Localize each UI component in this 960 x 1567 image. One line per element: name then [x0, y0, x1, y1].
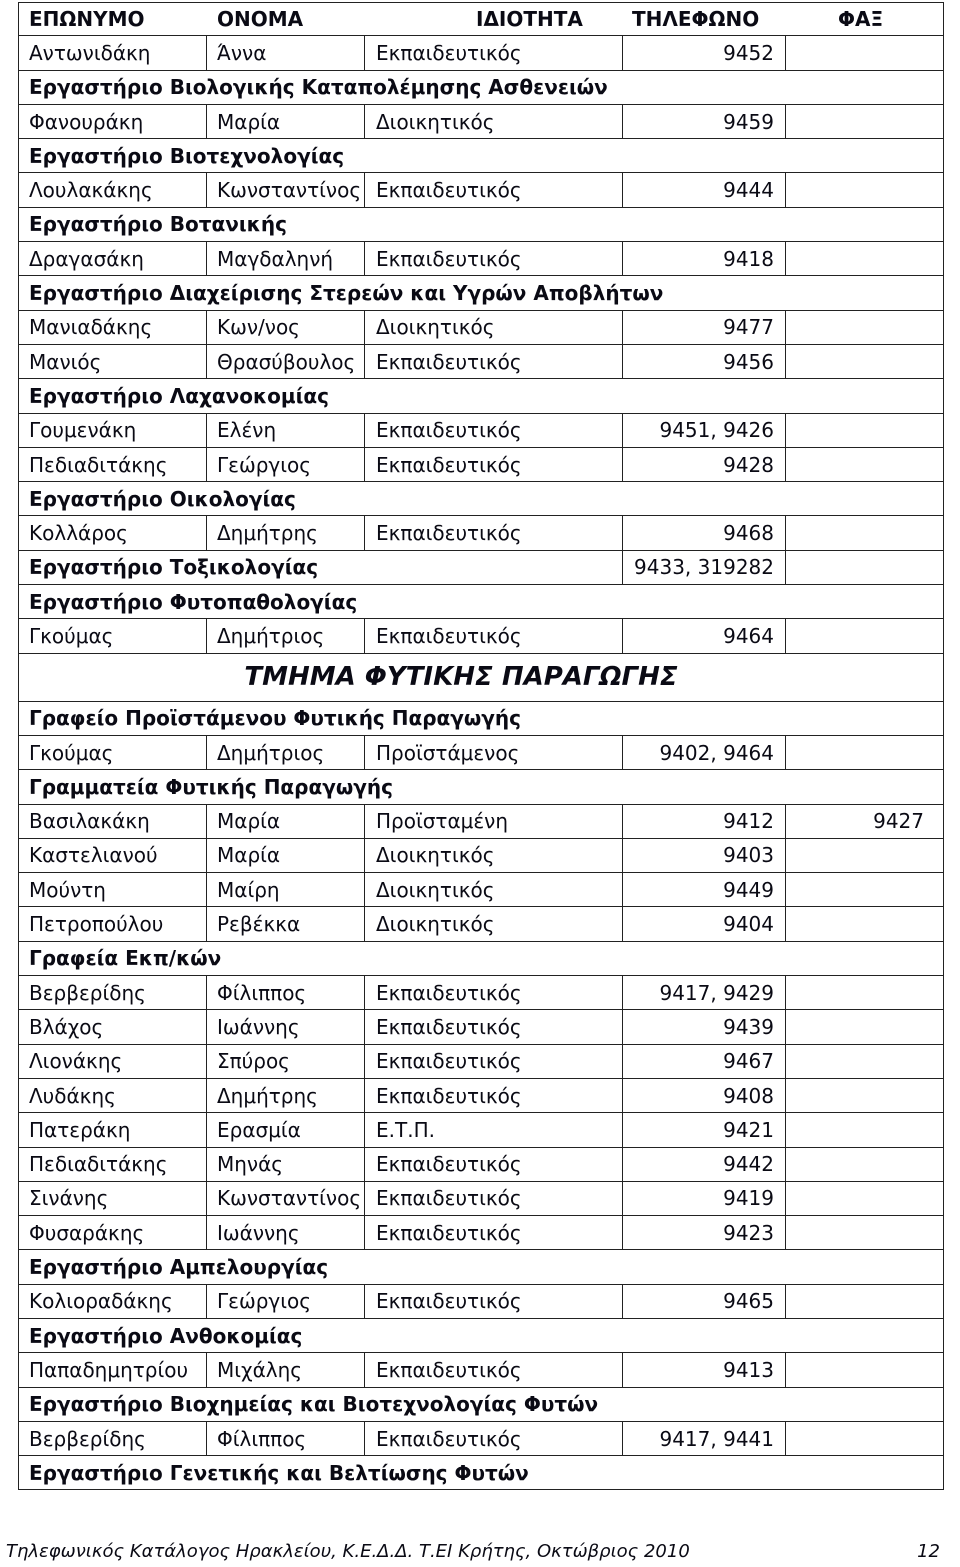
table-row	[18, 839, 944, 873]
table-row	[18, 345, 944, 379]
section-row	[18, 1250, 944, 1284]
surname-cell: Πεδιαδιτάκης	[29, 1152, 168, 1177]
phone-cell: 9417, 9429	[659, 980, 774, 1005]
table-row	[18, 1285, 944, 1319]
role-cell: Εκπαιδευτικός	[376, 452, 522, 477]
name-cell: Άννα	[217, 40, 267, 65]
header-property: ΙΔΙΟΤΗΤΑ	[476, 7, 583, 32]
name-cell: Δημήτριος	[217, 740, 325, 765]
section-title: Εργαστήριο Βιολογικής Καταπολέμησης Ασθενειών	[29, 75, 608, 100]
surname-cell: Λυδάκης	[29, 1083, 116, 1108]
section-title: Εργαστήριο Φυτοπαθολογίας	[29, 589, 358, 614]
section-title: Εργαστήριο Οικολογίας	[29, 486, 296, 511]
role-cell: Εκπαιδευτικός	[376, 349, 522, 374]
name-cell: Ιωάννης	[217, 1220, 300, 1245]
phone-cell: 9421	[723, 1117, 774, 1142]
phone-cell: 9467	[723, 1049, 774, 1074]
role-cell: Εκπαιδευτικός	[376, 1289, 522, 1314]
table-row	[18, 1182, 944, 1216]
surname-cell: Μανιαδάκης	[29, 315, 153, 340]
section-row	[18, 1456, 944, 1490]
role-cell: Διοικητικός	[376, 109, 495, 134]
role-cell: Εκπαιδευτικός	[376, 1049, 522, 1074]
phone-cell: 9404	[723, 912, 774, 937]
name-cell: Ερασμία	[217, 1117, 301, 1142]
role-cell: Εκπαιδευτικός	[376, 40, 522, 65]
phone-cell: 9418	[723, 246, 774, 271]
header-fax: ΦΑΞ	[838, 7, 884, 32]
section-title: Εργαστήριο Διαχείρισης Στερεών και Υγρών Αποβλήτων	[29, 281, 664, 306]
section-row	[18, 208, 944, 242]
role-cell: Εκπαιδευτικός	[376, 1357, 522, 1382]
section-title: Εργαστήριο Λαχανοκομίας	[29, 383, 330, 408]
section-row	[18, 551, 944, 585]
surname-cell: Φυσαράκης	[29, 1220, 145, 1245]
role-cell: Εκπαιδευτικός	[376, 980, 522, 1005]
surname-cell: Πετροπούλου	[29, 912, 164, 937]
name-cell: Φίλιππος	[217, 1426, 307, 1451]
section-title: Γραμματεία Φυτικής Παραγωγής	[29, 774, 393, 799]
table-row	[18, 173, 944, 207]
table-body	[18, 36, 944, 1490]
role-cell: Εκπαιδευτικός	[376, 521, 522, 546]
section-title: Εργαστήριο Τοξικολογίας	[29, 555, 319, 580]
name-cell: Μαγδαληνή	[217, 246, 334, 271]
name-cell: Μηνάς	[217, 1152, 284, 1177]
phone-cell: 9452	[723, 40, 774, 65]
phone-cell: 9442	[723, 1152, 774, 1177]
section-title: Γραφεία Εκπ/κών	[29, 946, 222, 971]
phone-cell: 9444	[723, 178, 774, 203]
phone-cell: 9449	[723, 877, 774, 902]
name-cell: Δημήτρης	[217, 1083, 318, 1108]
table-row	[18, 1079, 944, 1113]
name-cell: Γεώργιος	[217, 1289, 311, 1314]
table-row	[18, 907, 944, 941]
surname-cell: Φανουράκη	[29, 109, 144, 134]
table-row	[18, 1113, 944, 1147]
phone-cell: 9468	[723, 521, 774, 546]
table-row	[18, 619, 944, 653]
phone-cell: 9408	[723, 1083, 774, 1108]
surname-cell: Βερβερίδης	[29, 980, 146, 1005]
phone-cell: 9417, 9441	[659, 1426, 774, 1451]
section-row	[18, 379, 944, 413]
role-cell: Εκπαιδευτικός	[376, 1014, 522, 1039]
name-cell: Ελένη	[217, 418, 277, 443]
page-number: 12	[917, 1541, 940, 1562]
section-title: Εργαστήριο Ανθοκομίας	[29, 1323, 303, 1348]
role-cell: Προϊστάμενος	[376, 740, 520, 765]
name-cell: Σπύρος	[217, 1049, 290, 1074]
section-title: Εργαστήριο Γενετικής και Βελτίωσης Φυτών	[29, 1460, 529, 1485]
phone-cell: 9477	[723, 315, 774, 340]
surname-cell: Βλάχος	[29, 1014, 104, 1039]
surname-cell: Λουλακάκης	[29, 178, 153, 203]
role-cell: Εκπαιδευτικός	[376, 1083, 522, 1108]
section-title: Εργαστήριο Βιοχημείας και Βιοτεχνολογίας Φυτών	[29, 1392, 599, 1417]
surname-cell: Πεδιαδιτάκης	[29, 452, 168, 477]
phone-cell: 9456	[723, 349, 774, 374]
section-title: Γραφείο Προϊστάμενου Φυτικής Παραγωγής	[29, 706, 522, 731]
phone-directory-table	[18, 2, 944, 1490]
table-row	[18, 805, 944, 839]
phone-cell: 9451, 9426	[659, 418, 774, 443]
phone-cell: 9464	[723, 623, 774, 648]
role-cell: Εκπαιδευτικός	[376, 1186, 522, 1211]
header-phone: ΤΗΛΕΦΩΝΟ	[632, 7, 760, 32]
phone-cell: 9402, 9464	[659, 740, 774, 765]
section-title: Εργαστήριο Βοτανικής	[29, 212, 287, 237]
table-row	[18, 1045, 944, 1079]
name-cell: Μαίρη	[217, 877, 280, 902]
page-footer	[6, 1541, 940, 1567]
table-row	[18, 516, 944, 550]
phone-cell: 9423	[723, 1220, 774, 1245]
surname-cell: Καστελιανού	[29, 843, 158, 868]
surname-cell: Βασιλακάκη	[29, 809, 150, 834]
section-row	[18, 585, 944, 619]
phone-cell: 9439	[723, 1014, 774, 1039]
section-row	[18, 942, 944, 976]
department-row	[18, 654, 944, 702]
table-row	[18, 1216, 944, 1250]
fax-cell: 9427	[873, 809, 924, 834]
name-cell: Γεώργιος	[217, 452, 311, 477]
surname-cell: Παπαδημητρίου	[29, 1357, 189, 1382]
table-row	[18, 448, 944, 482]
surname-cell: Γκούμας	[29, 740, 114, 765]
section-row	[18, 71, 944, 105]
phone-cell: 9413	[723, 1357, 774, 1382]
surname-cell: Βερβερίδης	[29, 1426, 146, 1451]
role-cell: Διοικητικός	[376, 315, 495, 340]
section-row	[18, 482, 944, 516]
phone-cell: 9428	[723, 452, 774, 477]
role-cell: Εκπαιδευτικός	[376, 178, 522, 203]
table-row	[18, 1353, 944, 1387]
surname-cell: Γκούμας	[29, 623, 114, 648]
phone-cell: 9419	[723, 1186, 774, 1211]
section-title: Εργαστήριο Βιοτεχνολογίας	[29, 143, 345, 168]
role-cell: Διοικητικός	[376, 912, 495, 937]
table-row	[18, 1010, 944, 1044]
surname-cell: Πατεράκη	[29, 1117, 131, 1142]
section-row	[18, 1388, 944, 1422]
header-name: ΟΝΟΜΑ	[217, 7, 304, 32]
header-surname: ΕΠΩΝΥΜΟ	[29, 7, 145, 32]
name-cell: Κων/νος	[217, 315, 300, 340]
department-title: ΤΜΗΜΑ ΦΥΤΙΚΗΣ ΠΑΡΑΓΩΓΗΣ	[244, 662, 678, 693]
section-phone: 9433, 319282	[634, 555, 774, 580]
section-row	[18, 139, 944, 173]
table-row	[18, 105, 944, 139]
surname-cell: Μούντη	[29, 877, 106, 902]
surname-cell: Γουμενάκη	[29, 418, 137, 443]
surname-cell: Σινάνης	[29, 1186, 109, 1211]
surname-cell: Κολιοραδάκης	[29, 1289, 173, 1314]
role-cell: Ε.Τ.Π.	[376, 1117, 435, 1142]
surname-cell: Δραγασάκη	[29, 246, 144, 271]
section-title: Εργαστήριο Αμπελουργίας	[29, 1255, 329, 1280]
name-cell: Θρασύβουλος	[217, 349, 356, 374]
name-cell: Δημήτριος	[217, 623, 325, 648]
name-cell: Ρεβέκκα	[217, 912, 301, 937]
footer-text: Τηλεφωνικός Κατάλογος Ηρακλείου, Κ.Ε.Δ.Δ. Τ.ΕΙ Κρήτης, Οκτώβριος 2010	[6, 1541, 690, 1562]
section-row	[18, 1319, 944, 1353]
surname-cell: Λιονάκης	[29, 1049, 123, 1074]
role-cell: Εκπαιδευτικός	[376, 246, 522, 271]
surname-cell: Αντωνιδάκη	[29, 40, 151, 65]
name-cell: Μαρία	[217, 809, 281, 834]
section-row	[18, 276, 944, 310]
role-cell: Εκπαιδευτικός	[376, 1220, 522, 1245]
name-cell: Ιωάννης	[217, 1014, 300, 1039]
table-row	[18, 736, 944, 770]
role-cell: Διοικητικός	[376, 877, 495, 902]
table-row	[18, 1148, 944, 1182]
phone-cell: 9459	[723, 109, 774, 134]
table-row	[18, 36, 944, 70]
table-row	[18, 976, 944, 1010]
role-cell: Προϊσταμένη	[376, 809, 509, 834]
surname-cell: Μανιός	[29, 349, 102, 374]
name-cell: Μαρία	[217, 109, 281, 134]
phone-cell: 9412	[723, 809, 774, 834]
table-row	[18, 414, 944, 448]
table-row	[18, 242, 944, 276]
name-cell: Μιχάλης	[217, 1357, 303, 1382]
name-cell: Κωνσταντίνος	[217, 178, 362, 203]
section-row	[18, 770, 944, 804]
section-row	[18, 702, 944, 736]
name-cell: Δημήτρης	[217, 521, 318, 546]
name-cell: Κωνσταντίνος	[217, 1186, 362, 1211]
name-cell: Μαρία	[217, 843, 281, 868]
role-cell: Εκπαιδευτικός	[376, 623, 522, 648]
phone-cell: 9403	[723, 843, 774, 868]
role-cell: Εκπαιδευτικός	[376, 418, 522, 443]
role-cell: Διοικητικός	[376, 843, 495, 868]
name-cell: Φίλιππος	[217, 980, 307, 1005]
table-row	[18, 311, 944, 345]
phone-cell: 9465	[723, 1289, 774, 1314]
surname-cell: Κολλάρος	[29, 521, 128, 546]
table-row	[18, 1422, 944, 1456]
role-cell: Εκπαιδευτικός	[376, 1426, 522, 1451]
table-header-row	[18, 2, 944, 36]
table-row	[18, 873, 944, 907]
role-cell: Εκπαιδευτικός	[376, 1152, 522, 1177]
